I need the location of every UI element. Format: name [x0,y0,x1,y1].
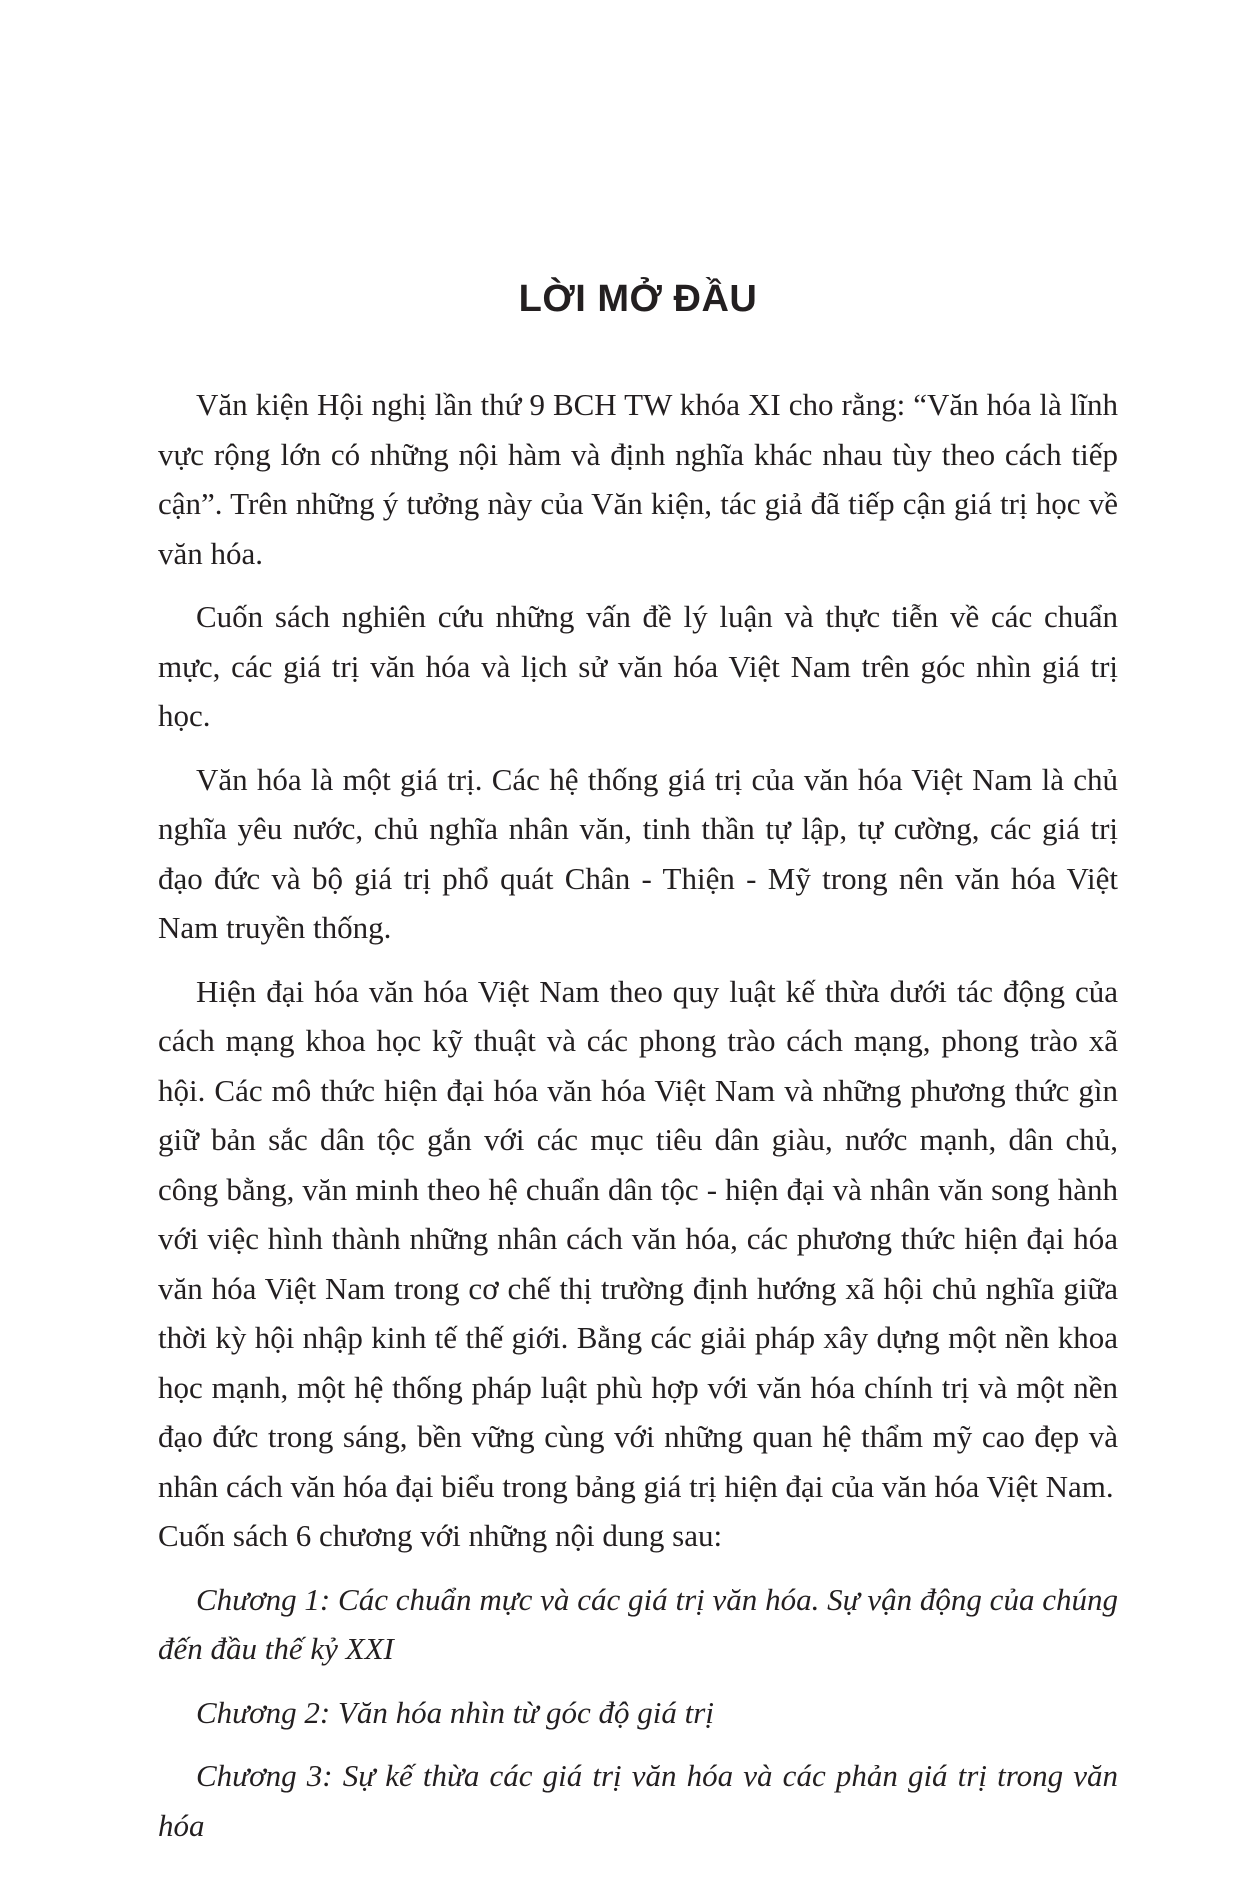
body-text [158,380,1118,1864]
paragraph: Văn hóa là một giá trị. Các hệ thống giá trị của văn hóa Việt Nam là chủ nghĩa yêu nước, chủ nghĩa nhân văn, tinh thần tự lập, tự cường, các giá trị đạo đức và bộ giá trị phổ quát Chân - Thiện - Mỹ trong nên văn hóa Việt Nam truyền thống. [158,761,1118,945]
paragraph: Cuốn sách nghiên cứu những vấn đề lý luận và thực tiễn về các chuẩn mực, các giá trị văn hóa và lịch sử văn hóa Việt Nam trên góc nhìn giá trị học. [158,599,1118,733]
intro-line: Cuốn sách 6 chương với những nội dung sau: [158,1518,723,1553]
page-title: LỜI MỞ ĐẦU [518,278,758,320]
chapter-item: Chương 3: Sự kế thừa các giá trị văn hóa và các phản giá trị trong văn hóa [158,1758,1118,1843]
paragraph: Hiện đại hóa văn hóa Việt Nam theo quy luật kế thừa dưới tác động của cách mạng khoa học kỹ thuật và các phong trào cách mạng, phong trào xã hội. Các mô thức hiện đại hóa văn hóa Việt Nam và những phương thức gìn giữ bản sắc dân tộc gắn với các mục tiêu dân giàu, nước mạnh, dân chủ, công bằng, văn minh theo hệ chuẩn dân tộc - hiện đại và nhân văn song hành với việc hình thành những nhân cách văn hóa, các phương thức hiện đại hóa văn hóa Việt Nam trong cơ chế thị trường định hướng xã hội chủ nghĩa giữa thời kỳ hội nhập kinh tế thế giới. Bằng các giải pháp xây dựng một nền khoa học mạnh, một hệ thống pháp luật phù hợp với văn hóa chính trị và một nền đạo đức trong sáng, bền vững cùng với những quan hệ thẩm mỹ cao đẹp và nhân cách văn hóa đại biểu trong bảng giá trị hiện đại của văn hóa Việt Nam. [158,973,1118,1504]
chapter-item: Chương 2: Văn hóa nhìn từ góc độ giá trị [196,1694,714,1730]
chapter-item: Chương 1: Các chuẩn mực và các giá trị văn hóa. Sự vận động của chúng đến đầu thế kỷ XXI [158,1581,1118,1666]
paragraph: Văn kiện Hội nghị lần thứ 9 BCH TW khóa XI cho rằng: “Văn hóa là lĩnh vực rộng lớn có những nội hàm và định nghĩa khác nhau tùy theo cách tiếp cận”. Trên những ý tưởng này của Văn kiện, tác giả đã tiếp cận giá trị học về văn hóa. [158,387,1118,571]
